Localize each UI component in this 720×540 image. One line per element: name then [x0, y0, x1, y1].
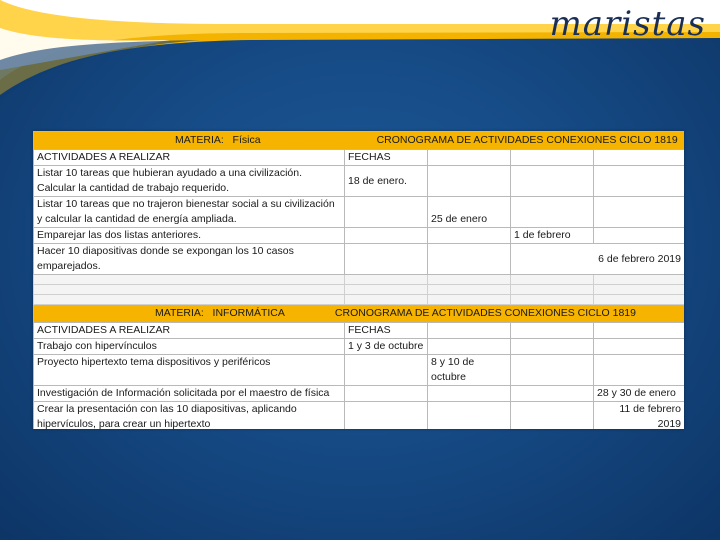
table-row [34, 244, 685, 275]
spacer-row [34, 285, 685, 295]
informatica-title: CRONOGRAMA DE ACTIVIDADES CONEXIONES CICLO 1819 [334, 307, 636, 319]
spacer-row [34, 295, 685, 305]
table-row [34, 166, 685, 197]
date-cell: 28 y 30 de enero [594, 386, 685, 402]
activity-cell: Trabajo con hipervínculos [34, 339, 345, 355]
table-row [34, 386, 685, 402]
table-row [34, 402, 685, 430]
maristas-logo: maristas [549, 4, 706, 44]
informatica-col-dates: FECHAS [345, 323, 428, 339]
activity-cell: Investigación de Información solicitada por el maestro de física [34, 386, 345, 402]
schedule-sheet [33, 131, 684, 429]
spacer-row [34, 275, 685, 285]
activity-cell: Listar 10 tareas que no trajeron bienestar social a su civilización y calcular la cantidad de energía ampliada. [34, 197, 345, 228]
activity-cell: Crear la presentación con las 10 diapositivas, aplicando hipervículos, para crear un hipertexto [34, 402, 345, 430]
fisica-title: CRONOGRAMA DE ACTIVIDADES CONEXIONES CICLO 1819 [376, 134, 678, 146]
table-row [34, 355, 685, 386]
fisica-header-row [34, 132, 685, 150]
date-cell: 6 de febrero 2019 [511, 244, 685, 275]
informatica-materia: MATERIA: INFORMÁTICA [155, 307, 285, 319]
activity-cell: Proyecto hipertexto tema dispositivos y periféricos [34, 355, 345, 386]
informatica-col-activities: ACTIVIDADES A REALIZAR [34, 323, 345, 339]
table-row [34, 228, 685, 244]
fisica-col-activities: ACTIVIDADES A REALIZAR [34, 150, 345, 166]
fisica-column-headers [34, 150, 685, 166]
informatica-column-headers [34, 323, 685, 339]
date-cell: 18 de enero. [345, 166, 428, 197]
activity-cell: Emparejar las dos listas anteriores. [34, 228, 345, 244]
fisica-col-dates: FECHAS [345, 150, 428, 166]
date-cell: 8 y 10 de octubre [428, 355, 511, 386]
schedule-table [33, 131, 684, 429]
table-row [34, 339, 685, 355]
informatica-header-row [34, 305, 685, 323]
table-row [34, 197, 685, 228]
date-cell: 1 y 3 de octubre [345, 339, 428, 355]
activity-cell: Listar 10 tareas que hubieran ayudado a una civilización. Calcular la cantidad de trabajo requerido. [34, 166, 345, 197]
date-cell: 1 de febrero [511, 228, 594, 244]
date-cell: 11 de febrero 2019 [594, 402, 685, 430]
fisica-materia: MATERIA: Física [175, 134, 261, 146]
date-cell: 25 de enero [428, 197, 511, 228]
activity-cell: Hacer 10 diapositivas donde se expongan los 10 casos emparejados. [34, 244, 345, 275]
